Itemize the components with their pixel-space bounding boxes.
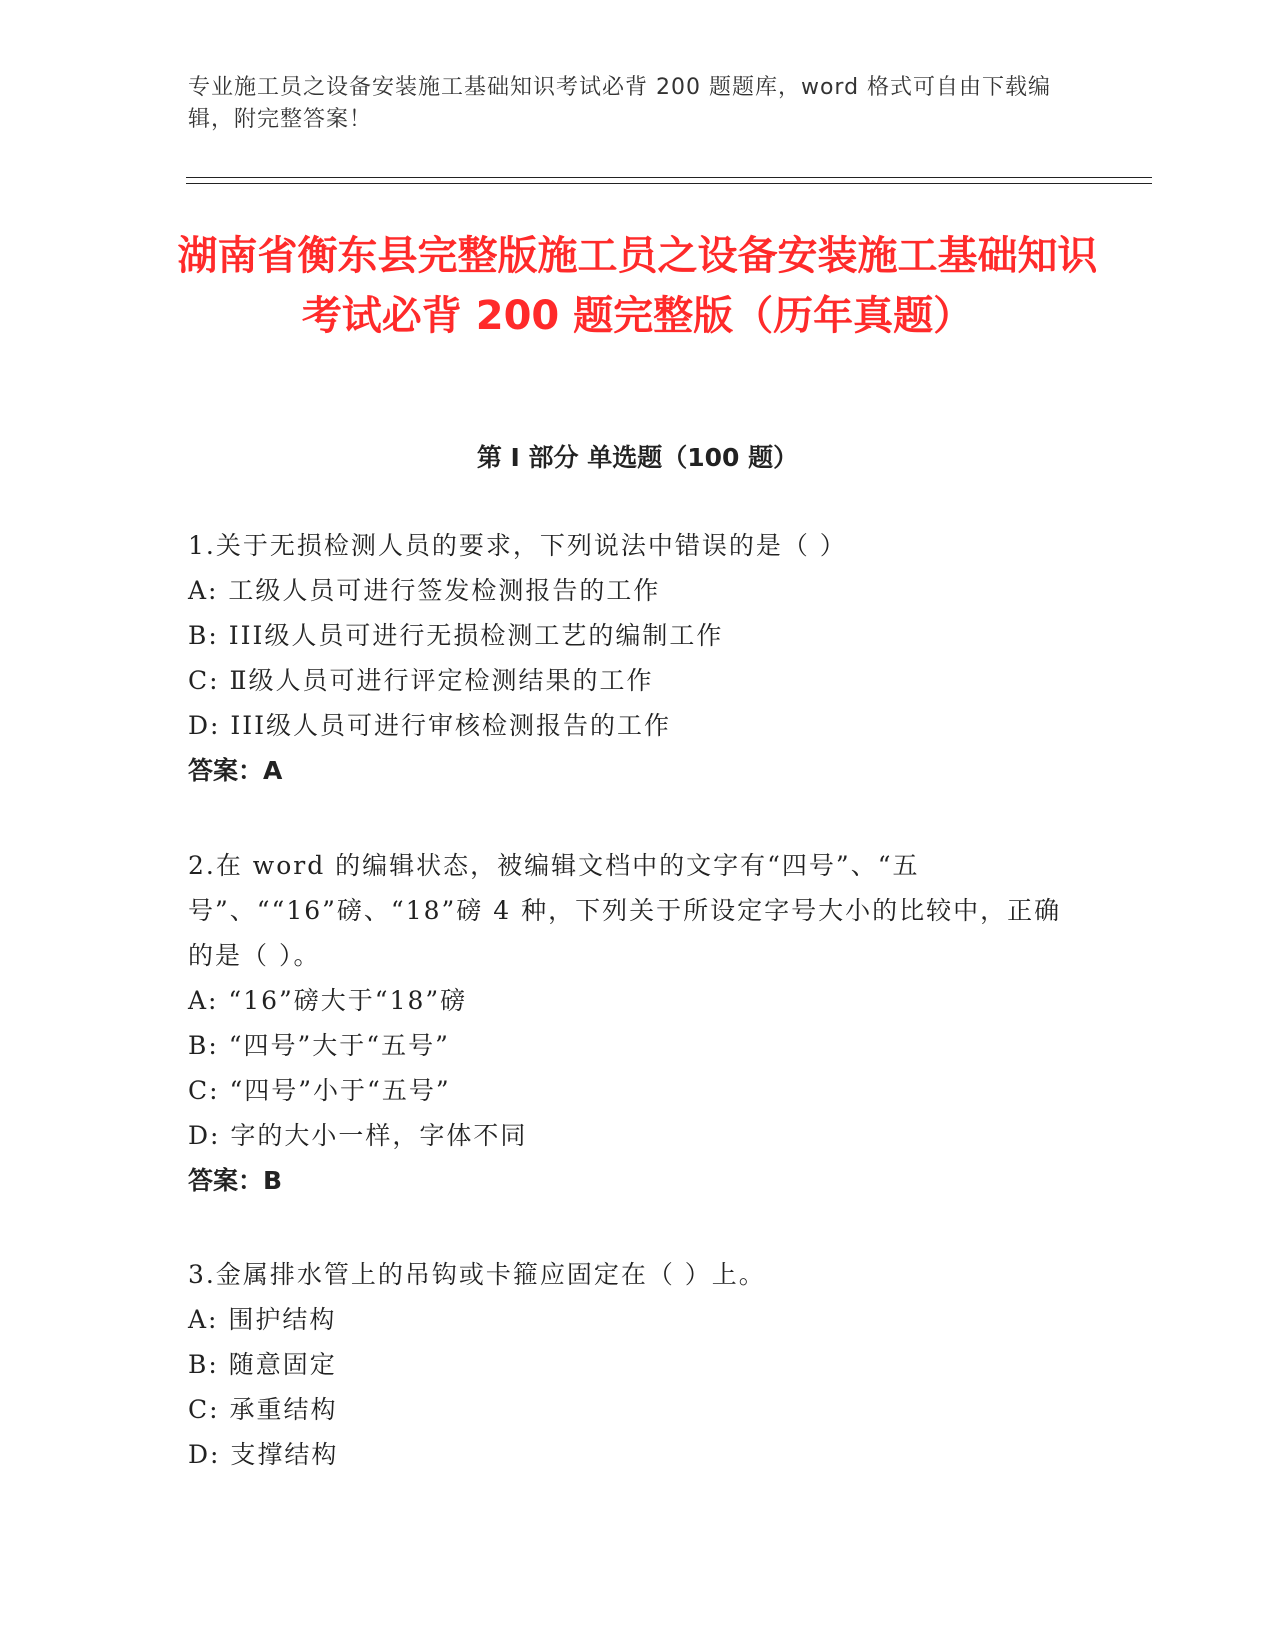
header-note: 专业施工员之设备安装施工基础知识考试必背 200 题题库，word 格式可自由下载编辑，附完整答案！ [188, 75, 1052, 132]
question-3 [188, 1252, 1068, 1477]
question-stem: 3.金属排水管上的吊钩或卡箍应固定在（ ）上。 [188, 1260, 766, 1289]
document-title: 湖南省衡东县完整版施工员之设备安装施工基础知识考试必背 200 题完整版（历年真题） [177, 233, 1098, 339]
option-c: C: “四号”小于“五号” [188, 1076, 451, 1105]
option-c: C: Ⅱ级人员可进行评定检测结果的工作 [188, 666, 654, 695]
question-2 [188, 843, 1068, 1203]
option-a: A: 围护结构 [188, 1305, 337, 1334]
answer: 答案：B [188, 1166, 283, 1195]
option-b: B: III级人员可进行无损检测工艺的编制工作 [188, 621, 724, 650]
answer: 答案：A [188, 756, 283, 785]
option-d: D: 支撑结构 [188, 1440, 339, 1469]
question-stem: 2.在 word 的编辑状态，被编辑文档中的文字有“四号”、“五号”、““16”磅、“18”磅 4 种，下列关于所设定字号大小的比较中，正确的是（ ）。 [188, 851, 1062, 970]
option-a: A: “16”磅大于“18”磅 [188, 986, 468, 1015]
option-d: D: 字的大小一样，字体不同 [188, 1121, 528, 1150]
header-divider-bottom [186, 183, 1152, 184]
question-1 [188, 523, 1068, 793]
option-b: B: “四号”大于“五号” [188, 1031, 450, 1060]
option-c: C: 承重结构 [188, 1395, 338, 1424]
option-a: A: 工级人员可进行签发检测报告的工作 [188, 576, 661, 605]
option-b: B: 随意固定 [188, 1350, 337, 1379]
option-d: D: III级人员可进行审核检测报告的工作 [188, 711, 672, 740]
header-divider-top [186, 177, 1152, 178]
section-heading: 第 I 部分 单选题（100 题） [476, 443, 799, 472]
question-stem: 1.关于无损检测人员的要求，下列说法中错误的是（ ） [188, 531, 847, 560]
